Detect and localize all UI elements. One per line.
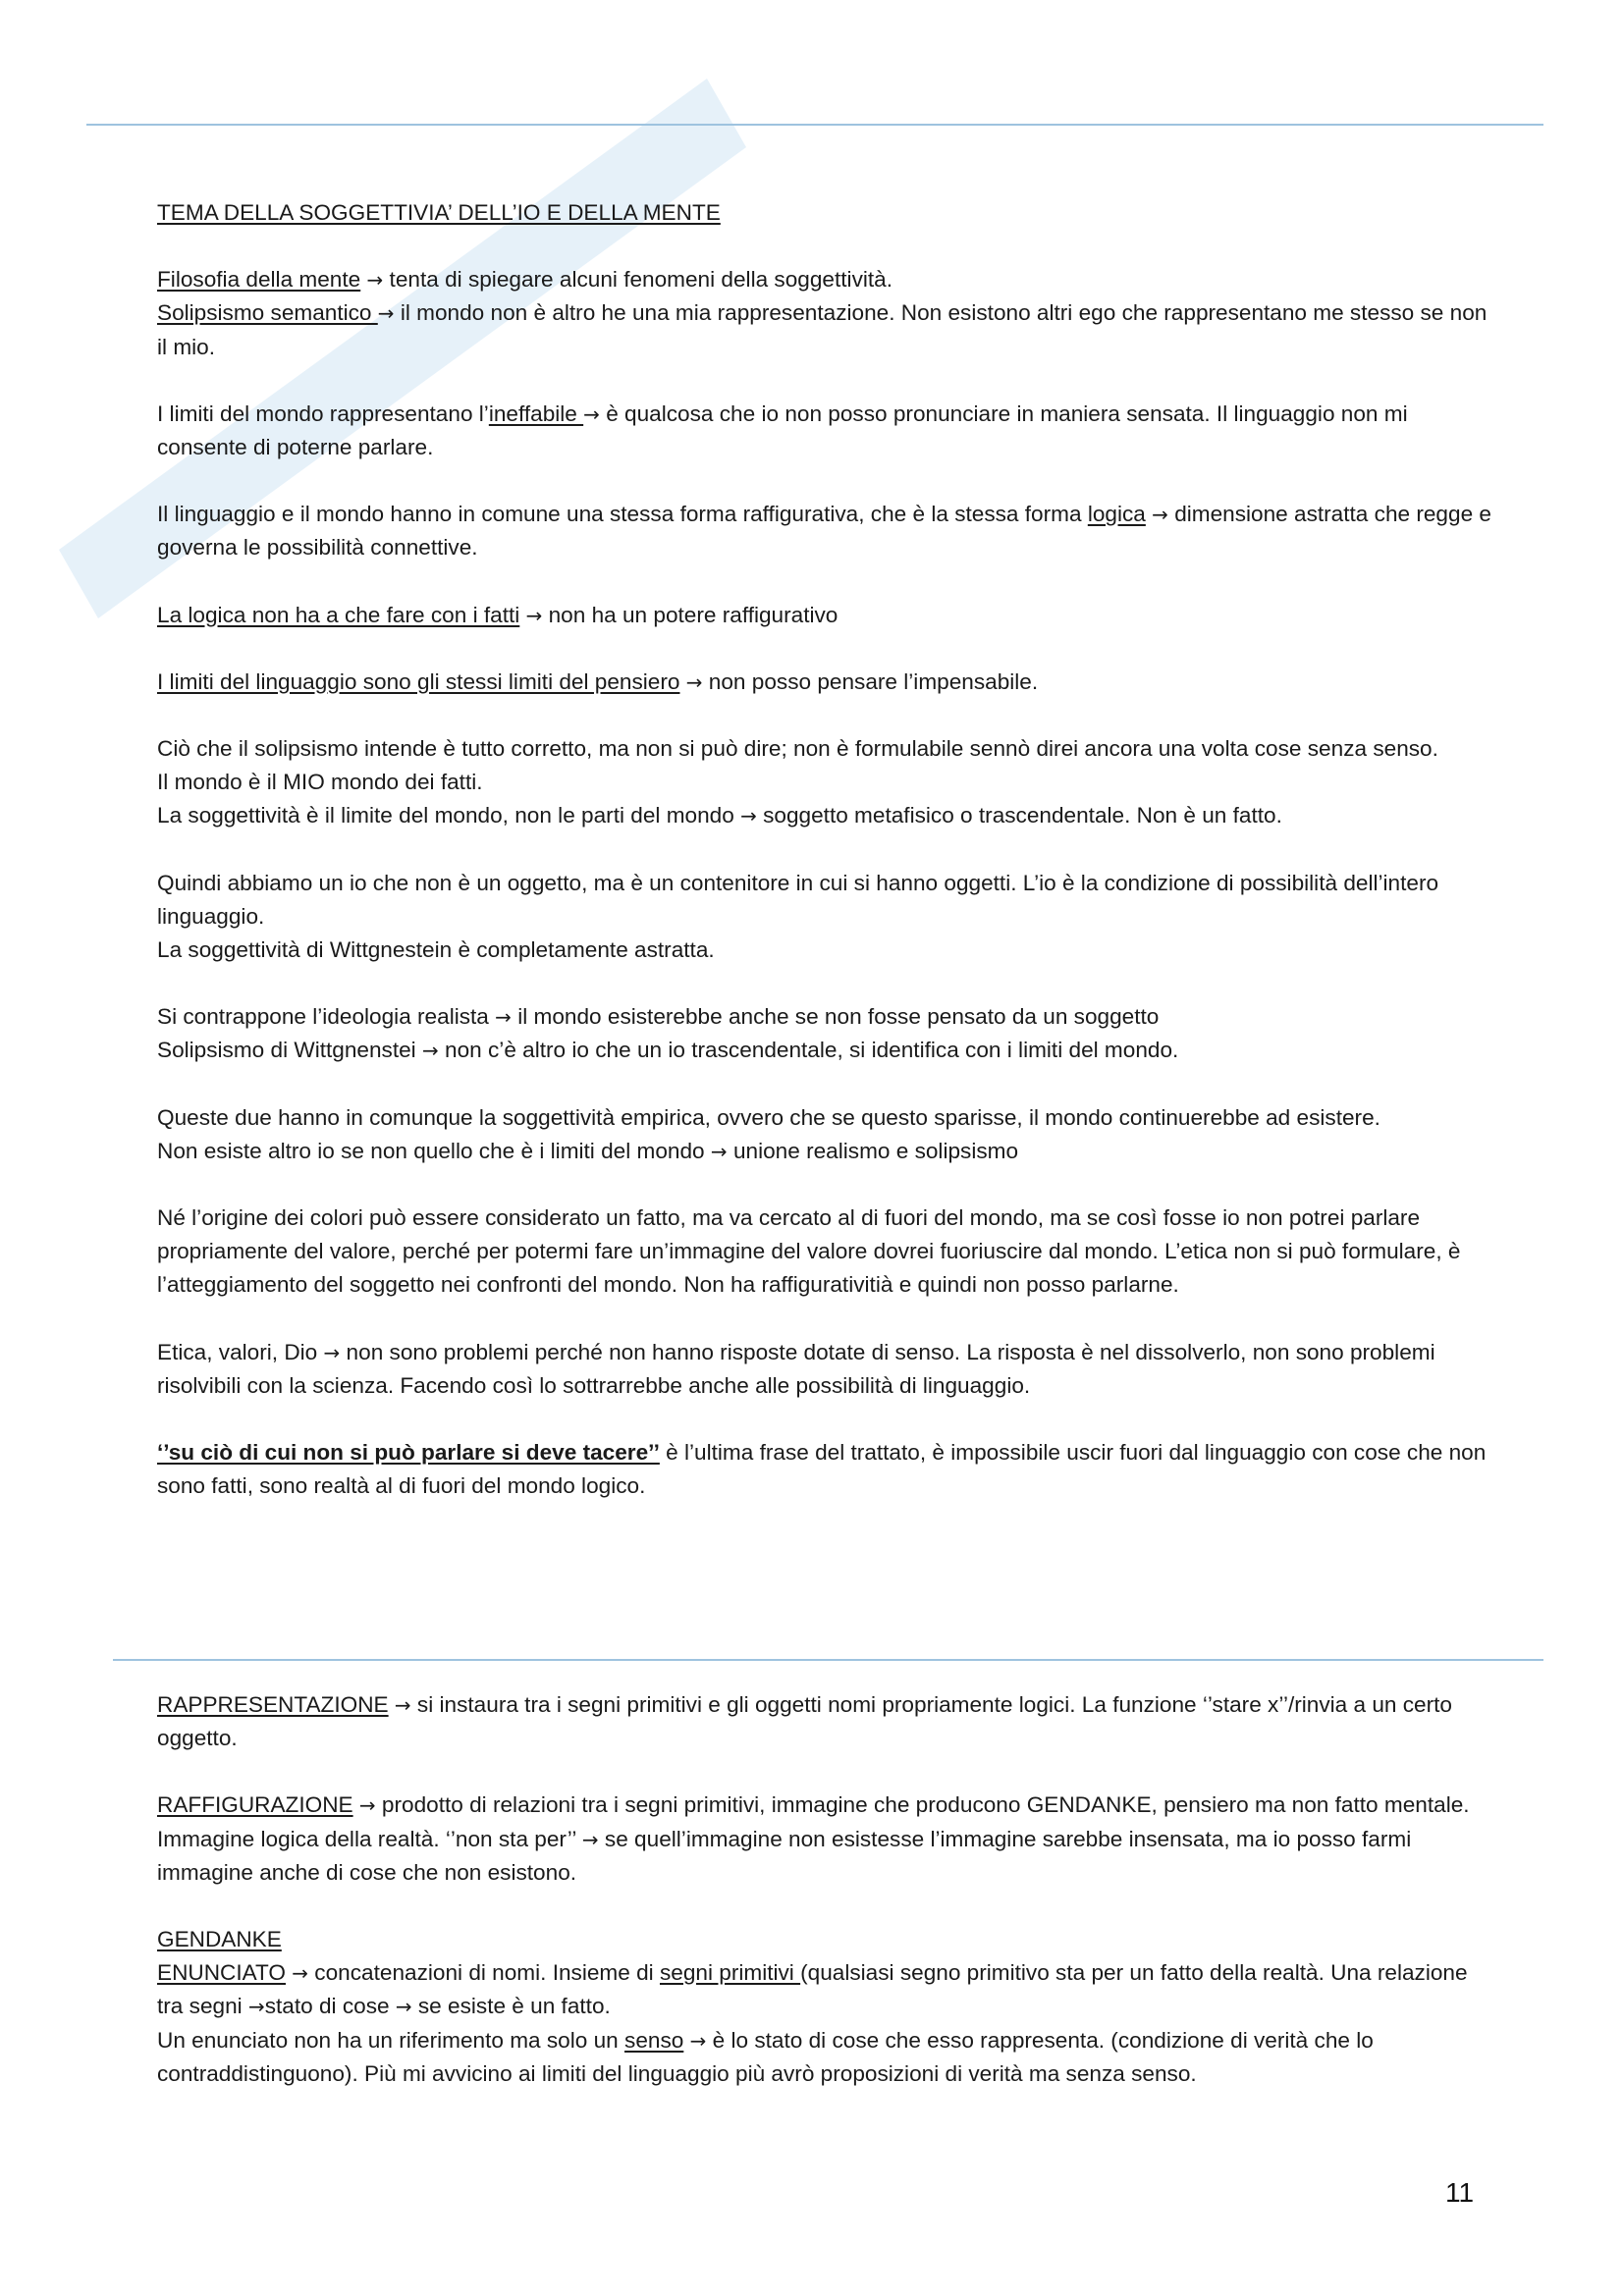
- paragraph: Solipsismo di Wittgnenstei → non c’è altro io che un io trascendentale, si identifica con i limiti del mondo.: [157, 1038, 1179, 1063]
- paragraph: Quindi abbiamo un io che non è un oggetto, ma è un contenitore in cui si hanno oggetti. L’io è la condizione di possibilità dell’intero linguaggio.: [157, 870, 1439, 929]
- paragraph: La logica non ha a che fare con i fatti → non ha un potere raffigurativo: [157, 602, 839, 627]
- paragraph: I limiti del mondo rappresentano l’ineffabile → è qualcosa che io non posso pronunciare in maniera sensata. Il linguaggio non mi consente di poterne parlare.: [157, 400, 1408, 460]
- term: GENDANKE: [157, 1927, 282, 1952]
- section-divider: [113, 1659, 1543, 1661]
- paragraph: Il mondo è il MIO mondo dei fatti.: [157, 770, 483, 795]
- arrow-icon: →: [583, 401, 600, 426]
- paragraph: ‘’su ciò di cui non si può parlare si deve tacere’’ è l’ultima frase del trattato, è impossibile uscir fuori dal linguaggio con cose che non sono fatti, sono realtà al di fuori del mondo logico.: [157, 1440, 1487, 1499]
- paragraph: Il linguaggio e il mondo hanno in comune una stessa forma raffigurativa, che è la stessa forma logica → dimensione astratta che regge e governa le possibilità connettive.: [157, 502, 1491, 561]
- paragraph: ENUNCIATO → concatenazioni di nomi. Insieme di segni primitivi (qualsiasi segno primitivo sta per un fatto della realtà. Una relazione tra segni →stato di cose → se esiste è un fatto.: [157, 1960, 1468, 2019]
- arrow-icon: →: [366, 268, 384, 293]
- paragraph: La soggettività di Wittgnestein è completamente astratta.: [157, 937, 715, 963]
- arrow-icon: →: [740, 804, 757, 828]
- paragraph: Etica, valori, Dio → non sono problemi perché non hanno risposte dotate di senso. La risposta è nel dissolverlo, non sono problemi risolvibili con la scienza. Facendo così lo sottrarrebbe anche alle possibilità di linguaggio.: [157, 1339, 1435, 1398]
- paragraph: Ciò che il solipsismo intende è tutto corretto, ma non si può dire; non è formulabile sennò direi ancora una volta cose senza senso.: [157, 736, 1438, 762]
- paragraph: RAFFIGURAZIONE → prodotto di relazioni tra i segni primitivi, immagine che producono GENDANKE, pensiero ma non fatto mentale. Immagine logica della realtà. ‘’non sta per’’ → se quell’immagine non esistesse l’immagine sarebbe insensata, ma io posso farmi immagine anche di cose che non esistono.: [157, 1792, 1470, 1885]
- term: I limiti del linguaggio sono gli stessi limiti del pensiero: [157, 668, 680, 694]
- section-subjectivity: [157, 196, 1492, 1503]
- term: Solipsismo semantico: [157, 300, 378, 326]
- term: senso: [624, 2027, 684, 2053]
- term: RAFFIGURAZIONE: [157, 1792, 353, 1818]
- paragraph: La soggettività è il limite del mondo, non le parti del mondo → soggetto metafisico o trascendentale. Non è un fatto.: [157, 803, 1282, 828]
- arrow-icon: →: [710, 1139, 728, 1163]
- arrow-icon: →: [525, 603, 543, 627]
- paragraph: Un enunciato non ha un riferimento ma solo un senso → è lo stato di cose che esso rappresenta. (condizione di verità che lo contraddistinguono). Più mi avvicino ai limiti del linguaggio più avrò proposizioni di verità ma senza senso.: [157, 2027, 1374, 2086]
- paragraph: Si contrappone l’ideologia realista → il mondo esisterebbe anche se non fosse pensato da un soggetto: [157, 1004, 1160, 1030]
- paragraph: Né l’origine dei colori può essere considerato un fatto, ma va cercato al di fuori del mondo, ma se così fosse io non potrei parlare propriamente del valore, perché per potermi fare un’immagine del valore dovrei fuoriuscire dal mondo. L’etica non si può formulare, è l’atteggiamento del soggetto nei confronti del mondo. Non ha raffigurativitià e quindi non posso parlarne.: [157, 1205, 1461, 1298]
- term: ineffabile: [488, 400, 584, 426]
- paragraph: Solipsismo semantico → il mondo non è altro he una mia rappresentazione. Non esistono altri ego che rappresentano me stesso se non il mio.: [157, 300, 1488, 359]
- term: RAPPRESENTAZIONE: [157, 1692, 389, 1717]
- paragraph: Non esiste altro io se non quello che è i limiti del mondo → unione realismo e solipsismo: [157, 1138, 1019, 1163]
- term: segni primitivi: [659, 1960, 801, 1986]
- arrow-icon: →: [495, 1005, 512, 1030]
- section-representation: [157, 1688, 1492, 2091]
- term: logica: [1087, 502, 1146, 527]
- paragraph: Queste due hanno in comunque la soggettività empirica, ovvero che se questo sparisse, il mondo continuerebbe ad esistere.: [157, 1104, 1380, 1130]
- arrow-icon: →: [358, 1793, 376, 1818]
- arrow-icon: →: [292, 1961, 309, 1986]
- arrow-icon: →: [685, 669, 703, 694]
- arrow-icon: →: [581, 1827, 599, 1851]
- top-divider: [86, 124, 1543, 126]
- paragraph: RAPPRESENTAZIONE → si instaura tra i segni primitivi e gli oggetti nomi propriamente logici. La funzione ‘’stare x’’/rinvia a un certo oggetto.: [157, 1692, 1452, 1751]
- term: Filosofia della mente: [157, 267, 361, 293]
- arrow-icon: →: [247, 1995, 265, 2019]
- paragraph: Filosofia della mente → tenta di spiegare alcuni fenomeni della soggettività.: [157, 267, 893, 293]
- quote: ‘’su ciò di cui non si può parlare si deve tacere’’: [157, 1440, 660, 1466]
- paragraph: I limiti del linguaggio sono gli stessi limiti del pensiero → non posso pensare l’impensabile.: [157, 668, 1039, 694]
- term: ENUNCIATO: [157, 1960, 286, 1986]
- arrow-icon: →: [395, 1995, 412, 2019]
- arrow-icon: →: [1152, 503, 1168, 527]
- arrow-icon: →: [377, 301, 395, 326]
- arrow-icon: →: [323, 1340, 341, 1364]
- arrow-icon: →: [689, 2028, 707, 2053]
- section-title: TEMA DELLA SOGGETTIVIA’ DELL’IO E DELLA MENTE: [157, 200, 721, 225]
- arrow-icon: →: [421, 1039, 439, 1063]
- arrow-icon: →: [394, 1693, 411, 1717]
- term: La logica non ha a che fare con i fatti: [157, 602, 520, 627]
- page-number: 11: [1445, 2177, 1475, 2208]
